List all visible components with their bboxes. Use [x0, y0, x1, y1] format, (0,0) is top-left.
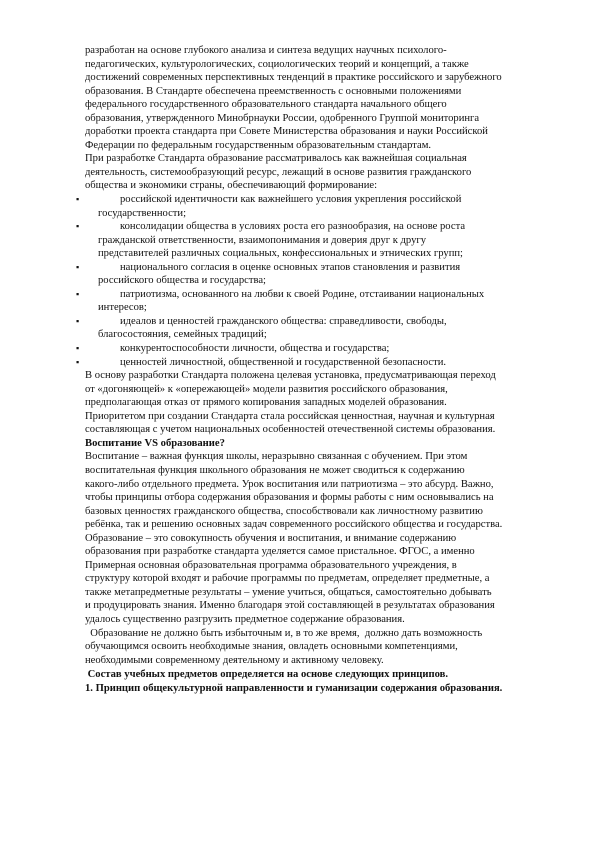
text-line: В основу разработки Стандарта положена целевая установка, предусматривающая переход	[85, 370, 496, 382]
text-line: деятельность, системообразующий ресурс, лежащий в основе развития гражданского	[85, 166, 472, 178]
heading-upbringing-vs-education	[85, 437, 517, 451]
text-line: Воспитание – важная функция школы, неразрывно связанная с обучением. При этом	[85, 451, 468, 463]
text-line: удалось существенно разгрузить предметное содержание образования.	[85, 613, 405, 625]
text-line: идеалов и ценностей гражданского общества: справедливости, свободы,	[120, 315, 447, 327]
text-line: российской идентичности как важнейшего условия укрепления российской	[120, 194, 462, 206]
text-line: от «догоняющей» к «опережающей» модели развития российского образования,	[85, 383, 448, 395]
bullet-icon: ▪	[76, 194, 80, 205]
list-item	[76, 342, 517, 356]
document-page	[76, 44, 517, 695]
list-item	[76, 220, 517, 261]
section-heading: Состав учебных предметов определяется на основе следующих принципов.	[85, 669, 449, 681]
heading-principle-1	[85, 682, 517, 696]
text-line: государственности;	[98, 207, 187, 219]
text-line: также метапредметные результаты – умение учиться, общаться, самостоятельно добывать	[85, 586, 492, 598]
text-line: интересов;	[98, 302, 147, 314]
text-line: конкурентоспособности личности, общества и государства;	[120, 343, 390, 355]
bullet-icon: ▪	[76, 288, 80, 299]
bullet-icon: ▪	[76, 315, 80, 326]
text-line: необходимыми современному деятельному и активному человеку.	[85, 654, 384, 666]
text-line: Федерации по федеральным государственным образовательным стандартам.	[85, 139, 432, 151]
text-line: воспитательная функция школьного образования не может сводиться к содержанию	[85, 464, 465, 476]
text-line: разработан на основе глубокого анализа и синтеза ведущих научных психолого-	[85, 45, 447, 56]
text-line: достижений современных перспективных тенденций в практике российского и зарубежного	[85, 72, 502, 84]
text-line: образования, утвержденного Минобрнауки России, одобренного Группой мониторинга	[85, 112, 480, 124]
text-line: обучающимся освоить необходимые знания, овладеть основными компетенциями,	[85, 641, 458, 653]
bullet-icon: ▪	[76, 221, 80, 232]
text-line: чтобы принципы отбора содержания образования и формы работы с ним основывались на	[85, 492, 494, 504]
text-line: предполагающая отказ от прямого копирования западных моделей образования.	[85, 397, 447, 409]
section-heading: 1. Принцип общекультурной направленности и гуманизации содержания образования.	[85, 682, 503, 694]
section-heading: Воспитание VS образование?	[85, 437, 225, 449]
text-line: представителей различных социальных, конфессиональных и этнических групп;	[98, 248, 463, 260]
list-item	[76, 315, 517, 342]
text-line: и продуцировать знания. Именно благодаря этой составляющей в результатах образования	[85, 600, 495, 612]
list-item	[76, 261, 517, 288]
formation-goals-list	[76, 193, 517, 369]
bullet-icon: ▪	[76, 343, 80, 354]
text-line: национального согласия в оценке основных этапов становления и развития	[120, 261, 461, 273]
text-line: консолидации общества в условиях роста его разнообразия, на основе роста	[120, 221, 466, 233]
list-item	[76, 288, 517, 315]
list-item	[76, 356, 517, 370]
text-line: Образование – это совокупность обучения и воспитания, и внимание содержанию	[85, 532, 457, 544]
list-item	[76, 193, 517, 220]
text-line: доработки проекта стандарта при Совете Министерства образования и науки Российской	[85, 126, 488, 138]
text-line: педагогических, культурологических, социологических теорий и концепций, а также	[85, 58, 469, 70]
paragraph-education-activity	[85, 152, 517, 193]
heading-subjects-composition	[85, 668, 517, 682]
text-line: При разработке Стандарта образование рассматривалось как важнейшая социальная	[85, 153, 467, 165]
bullet-icon: ▪	[76, 356, 80, 367]
text-line: ценностей личностной, общественной и государственной безопасности.	[120, 356, 447, 368]
bullet-icon: ▪	[76, 261, 80, 272]
text-line: структуру которой входят и рабочие программы по предметам, определяет предметные, а	[85, 573, 490, 585]
paragraph-standard-basis	[85, 44, 517, 152]
text-line: образования. В Стандарте обеспечена преемственность с основными положениями	[85, 85, 462, 97]
text-line: патриотизма, основанного на любви к своей Родине, отстаивании национальных	[120, 288, 485, 300]
text-line: образования при разработке стандарта уделяется самое пристальное. ФГОС, а именно	[85, 546, 475, 558]
text-line: благосостояния, семейных традиций;	[98, 329, 267, 341]
text-line: Примерная основная образовательная программа образовательного учреждения, в	[85, 559, 457, 571]
paragraph-upbringing	[85, 450, 517, 626]
text-line: составляющая с учетом национальных особенностей отечественной системы образования.	[85, 424, 496, 436]
text-line: какого-либо отдельного предмета. Урок воспитания или патриотизма – это абсурд. Важно,	[85, 478, 494, 490]
text-line: Образование не должно быть избыточным и, в то же время, должно дать возможность	[85, 627, 483, 639]
text-line: базовых ценностях гражданского общества, способствовали как личностному развитию	[85, 505, 483, 517]
paragraph-not-excessive	[85, 627, 517, 668]
text-line: российского общества и государства;	[98, 275, 266, 287]
text-line: ребёнка, так и решению основных задач современного российского общества и государства.	[85, 519, 503, 531]
text-line: общества и экономики страны, обеспечивающий формирование:	[85, 180, 378, 192]
text-line: Приоритетом при создании Стандарта стала российская ценностная, научная и культурная	[85, 410, 495, 422]
text-line: гражданской ответственности, взаимопонимания и доверия друг к другу	[98, 234, 427, 246]
text-line: федерального государственного образовательного стандарта начального общего	[85, 99, 447, 111]
paragraph-target-setting	[85, 369, 517, 437]
